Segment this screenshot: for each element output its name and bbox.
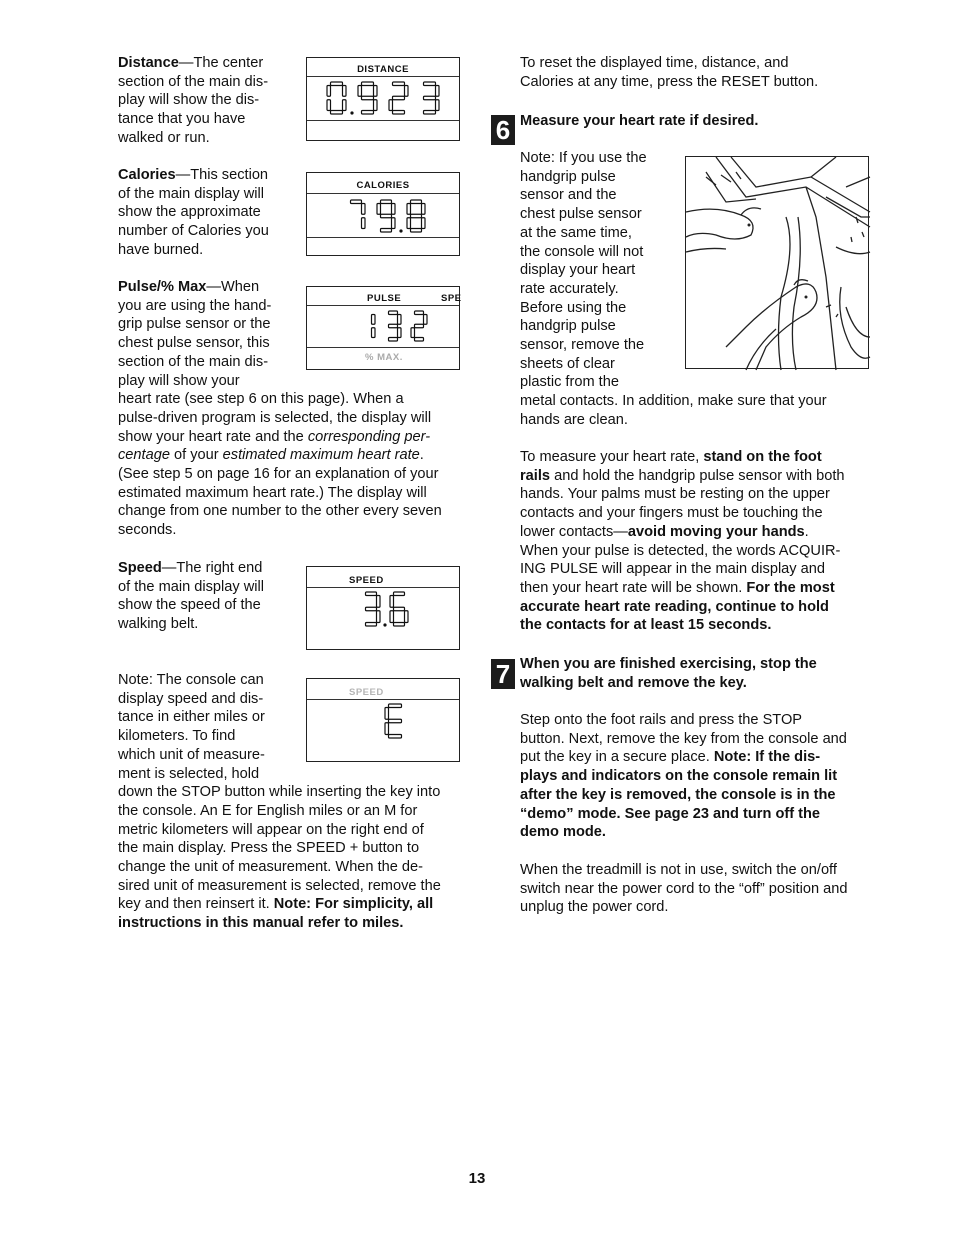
display-divider bbox=[307, 193, 459, 194]
calories-display-label: CALORIES bbox=[356, 180, 410, 191]
segment bbox=[372, 315, 376, 325]
segment bbox=[436, 100, 440, 111]
segment bbox=[389, 719, 402, 723]
segment bbox=[381, 200, 392, 204]
display-divider bbox=[307, 699, 459, 700]
digit bbox=[389, 82, 408, 114]
step-7-number: 7 bbox=[491, 659, 515, 689]
segment bbox=[372, 328, 376, 338]
segment bbox=[377, 204, 381, 215]
segment bbox=[405, 86, 409, 97]
reset-paragraph: To reset the displayed time, distance, and Calories at any time, press the RESET button. bbox=[520, 55, 819, 90]
calories-readout bbox=[347, 199, 427, 235]
segment bbox=[374, 100, 378, 111]
segment bbox=[389, 100, 393, 111]
digit bbox=[377, 200, 395, 232]
segment bbox=[377, 611, 381, 623]
segment bbox=[362, 204, 366, 215]
segment bbox=[374, 86, 378, 97]
segment bbox=[393, 111, 405, 115]
segment bbox=[411, 200, 422, 204]
segment bbox=[436, 86, 440, 97]
segment bbox=[415, 311, 424, 315]
segment bbox=[385, 708, 389, 720]
digit bbox=[351, 200, 366, 229]
digit bbox=[372, 315, 376, 338]
segment bbox=[407, 218, 411, 229]
handgrip-illustration bbox=[685, 156, 869, 369]
segment bbox=[362, 111, 374, 115]
segment bbox=[331, 111, 343, 115]
segment bbox=[415, 324, 424, 328]
segment bbox=[424, 82, 436, 86]
segment bbox=[366, 623, 377, 627]
unit-display bbox=[306, 678, 460, 762]
speed-display-label-cropped: SPE bbox=[441, 293, 462, 304]
segment bbox=[394, 623, 405, 627]
segment bbox=[393, 82, 405, 86]
segment bbox=[358, 86, 362, 97]
pulse-display-label: PULSE bbox=[367, 293, 402, 304]
segment bbox=[362, 218, 366, 229]
max-percent-label: % MAX. bbox=[365, 352, 403, 363]
segment bbox=[411, 328, 415, 338]
segment bbox=[389, 311, 398, 315]
measure-paragraph: To measure your heart rate, stand on the foot rails and hold the handgrip pulse sensor with both hands. Your palms must be resting on the upper contacts and your fingers must be touching the lower contacts—avoid moving your hands. When your pulse is detected, the words ACQUIR- ING PULSE will appear in the main display and then your heart rate will be shown. For the most accurate heart rate reading, continue to hold the contacts for at least 15 seconds. bbox=[520, 449, 845, 634]
segment bbox=[424, 111, 436, 115]
segment bbox=[389, 735, 402, 739]
segment bbox=[331, 82, 343, 86]
speed-display bbox=[306, 566, 460, 650]
segment bbox=[343, 100, 347, 111]
unit-display-label: SPEED bbox=[349, 687, 384, 698]
stop-paragraph: Step onto the foot rails and press the STOP button. Next, remove the key from the console and put the key in a secure place. Note: If the dis- plays and indicators on the console remain lit after the key is removed, the console is in the “demo” mode. See page 23 and turn off the demo mode. bbox=[520, 712, 847, 841]
step-6-heading: Measure your heart rate if desired. bbox=[520, 113, 759, 129]
pulse-description: Pulse/% Max—When you are using the hand- grip pulse sensor or the chest pulse sensor, this section of the main dis- play will show your heart rate (see step 6 on this page). When a pulse-driven program is selected, the display will show your heart rate and the corresponding per- centage of your estimated maximum heart rate. (See step 5 on page 16 for an explanation of your estimated maximum heart rate.) The display will change from one number to the other every seven seconds. bbox=[118, 279, 442, 539]
segment bbox=[385, 723, 389, 735]
display-divider bbox=[307, 305, 459, 306]
distance-description: Distance—The center section of the main dis- play will show the dis- tance that you have walked or run. bbox=[118, 55, 269, 146]
segment bbox=[415, 338, 424, 342]
display-divider bbox=[307, 237, 459, 238]
units-note: Note: The console can display speed and dis- tance in either miles or kilometers. To find which unit of measure- ment is selected, hold down the STOP button while inserting the key into the console. An E for English miles or an M for metric kilometers will appear on the right end of the main display. Press the SPEED + button to change the unit of measurement. When the de- sired unit of measurement is selected, remove the key and then reinsert it. Note: For simplicity, all instructions in this manual refer to miles. bbox=[118, 672, 441, 932]
speed-display-label: SPEED bbox=[349, 575, 384, 586]
segment bbox=[393, 96, 405, 100]
distance-readout bbox=[327, 81, 441, 117]
pulse-display bbox=[306, 286, 460, 370]
pulse-readout bbox=[359, 310, 429, 344]
segment bbox=[398, 328, 402, 338]
segment bbox=[394, 592, 405, 596]
display-divider bbox=[307, 347, 459, 348]
segment bbox=[381, 229, 392, 233]
power-off-paragraph: When the treadmill is not in use, switch the on/off switch near the power cord to the “off” position and unplug the power cord. bbox=[520, 862, 848, 916]
segment bbox=[394, 607, 405, 611]
display-divider bbox=[307, 587, 459, 588]
segment bbox=[407, 204, 411, 215]
segment bbox=[398, 315, 402, 325]
speed-description: Speed—The right end of the main display will show the speed of the walking belt. bbox=[118, 560, 265, 633]
segment bbox=[422, 218, 426, 229]
step-6-number: 6 bbox=[491, 115, 515, 145]
segment bbox=[327, 100, 331, 111]
decimal-point bbox=[383, 623, 386, 626]
digit bbox=[424, 82, 440, 114]
display-divider bbox=[307, 120, 459, 121]
unit-readout bbox=[385, 703, 419, 741]
handgrip-note: Note: If you use the handgrip pulse sensor and the chest pulse sensor at the same time, the console will not display your heart rate accurately. Before using the handgrip pulse sensor, remove the sheets of clear plastic from the metal contacts. In addition, make sure that your hands are clean. bbox=[520, 150, 827, 428]
digit bbox=[358, 82, 377, 114]
digit bbox=[389, 311, 402, 341]
distance-display bbox=[306, 57, 460, 141]
calories-display bbox=[306, 172, 460, 256]
hands-on-handgrip-drawing bbox=[686, 157, 870, 370]
segment bbox=[392, 204, 396, 215]
segment bbox=[389, 338, 398, 342]
calories-description: Calories—This section of the main display will show the approximate number of Calories you have burned. bbox=[118, 167, 269, 258]
digit bbox=[407, 200, 425, 232]
segment bbox=[343, 86, 347, 97]
digit bbox=[390, 592, 408, 626]
segment bbox=[405, 611, 409, 623]
segment bbox=[362, 82, 374, 86]
digit bbox=[327, 82, 346, 114]
segment bbox=[389, 704, 402, 708]
segment bbox=[424, 96, 436, 100]
segment bbox=[351, 200, 362, 204]
step-7-heading: When you are finished exercising, stop the walking belt and remove the key. bbox=[520, 656, 817, 691]
digit bbox=[411, 311, 427, 341]
segment bbox=[424, 315, 428, 325]
segment bbox=[389, 324, 398, 328]
display-divider bbox=[307, 76, 459, 77]
segment bbox=[390, 611, 394, 623]
segment bbox=[381, 214, 392, 218]
segment bbox=[366, 592, 377, 596]
segment bbox=[366, 607, 377, 611]
segment bbox=[392, 218, 396, 229]
decimal-point bbox=[350, 111, 353, 114]
decimal-point bbox=[399, 229, 402, 232]
segment bbox=[411, 229, 422, 233]
digit bbox=[366, 592, 381, 626]
speed-readout bbox=[362, 591, 418, 629]
segment bbox=[411, 214, 422, 218]
segment bbox=[327, 86, 331, 97]
digit bbox=[385, 704, 402, 738]
page-number: 13 bbox=[468, 1170, 486, 1187]
segment bbox=[362, 96, 374, 100]
segment bbox=[422, 204, 426, 215]
segment bbox=[390, 596, 394, 608]
distance-display-label: DISTANCE bbox=[357, 64, 409, 75]
segment bbox=[377, 596, 381, 608]
